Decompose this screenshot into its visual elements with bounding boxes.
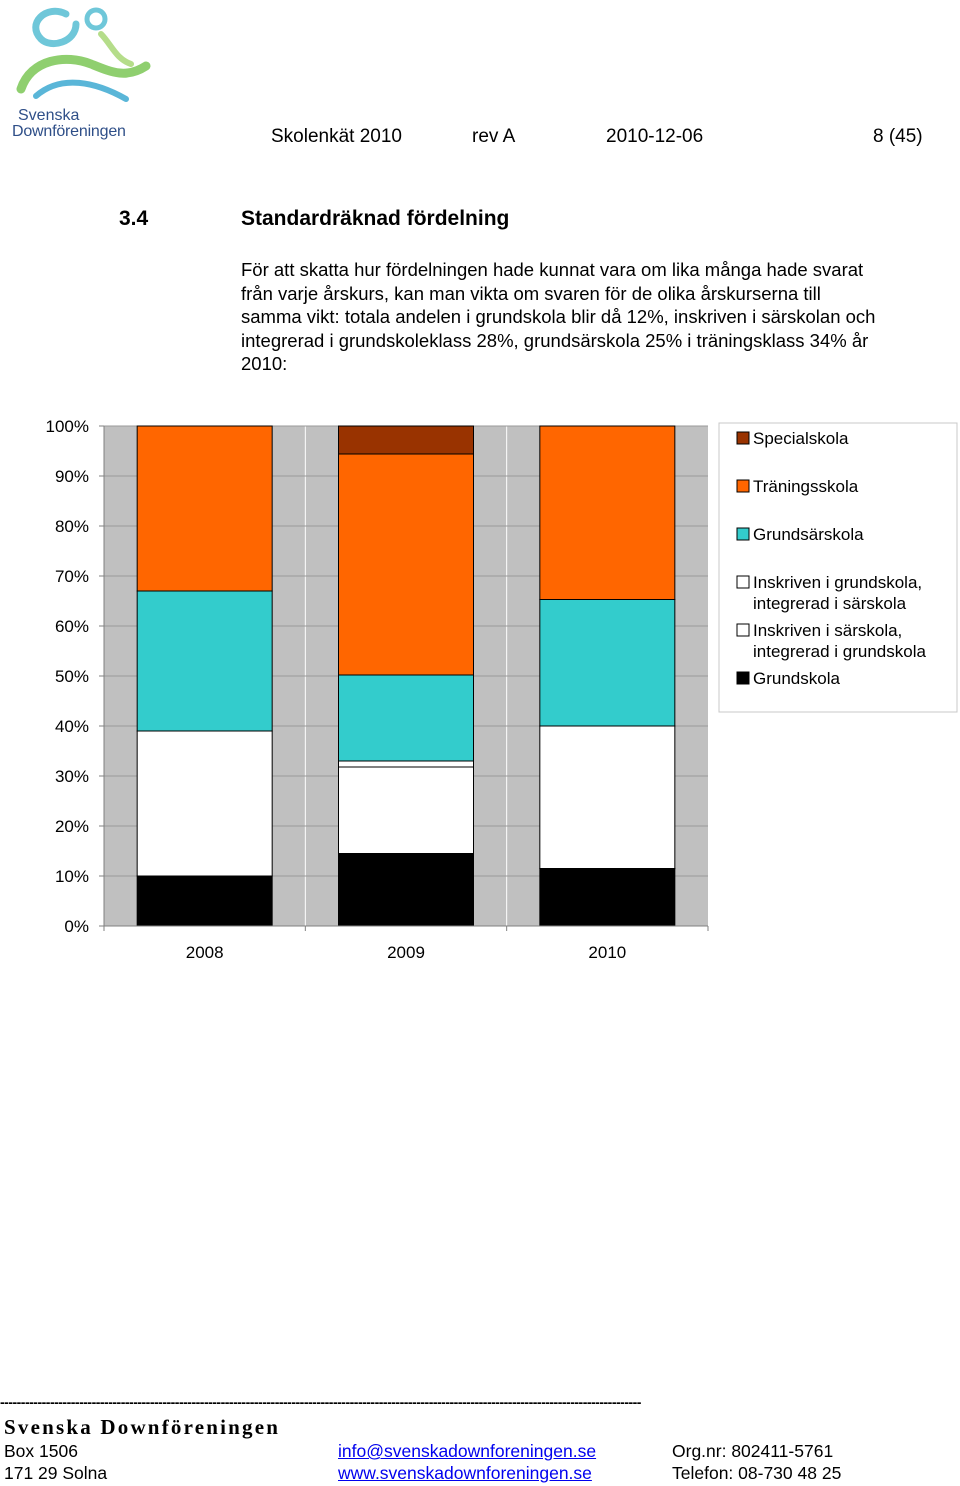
bar-segment	[137, 426, 272, 591]
logo-graphic	[6, 4, 156, 109]
y-tick-label: 20%	[54, 817, 89, 836]
bar-segment	[339, 761, 474, 767]
stacked-bar-chart	[30, 412, 960, 972]
y-tick-label: 90%	[54, 467, 89, 486]
bar-segment	[339, 854, 474, 927]
paragraph-line: från varje årskurs, kan man vikta om svaren för de olika årskurserna till	[241, 282, 821, 304]
footer-rule: ----------------------------------------------------------------------------------------------------------------------------------------------------------	[0, 1394, 641, 1410]
body-paragraph	[241, 258, 951, 376]
legend-label: Grundskola	[753, 669, 840, 688]
footer-address-box: Box 1506	[4, 1441, 78, 1461]
x-tick-label: 2010	[588, 943, 627, 962]
legend-swatch	[737, 480, 749, 492]
legend-swatch	[737, 432, 749, 444]
bar-segment	[540, 726, 675, 869]
bar-segment	[137, 876, 272, 926]
x-tick-label: 2009	[387, 943, 425, 962]
header-date: 2010-12-06	[606, 126, 704, 147]
y-tick-label: 30%	[54, 767, 89, 786]
footer-phone: Telefon: 08-730 48 25	[672, 1463, 842, 1483]
bar-segment	[137, 591, 272, 731]
y-tick-label: 70%	[54, 567, 89, 586]
bar-segment	[339, 767, 474, 854]
footer-website-link[interactable]: www.svenskadownforeningen.se	[338, 1463, 592, 1483]
logo-line2: Downföreningen	[12, 123, 126, 140]
paragraph-line: För att skatta hur fördelningen hade kunnat vara om lika många hade svarat	[241, 259, 864, 280]
y-tick-label: 80%	[54, 517, 89, 536]
y-tick-label: 10%	[54, 867, 89, 886]
paragraph-line: samma vikt: totala andelen i grundskola blir då 12%, inskriven i särskolan och	[241, 306, 876, 327]
bar-segment	[137, 731, 272, 876]
y-tick-label: 100%	[45, 417, 89, 436]
bar-segment	[339, 454, 474, 675]
section-number: 3.4	[119, 207, 149, 230]
legend-label: Inskriven i särskola,	[753, 621, 903, 640]
paragraph-line: integrerad i grundskoleklass 28%, grundsärskola 25% i träningsklass 34% år	[241, 329, 869, 351]
legend-label: Inskriven i grundskola,	[753, 573, 923, 592]
header-doc-title: Skolenkät 2010	[271, 126, 402, 147]
footer-org-name: Svenska Downföreningen	[4, 1415, 281, 1439]
legend-swatch	[737, 672, 749, 684]
footer-orgnr: Org.nr: 802411-5761	[672, 1441, 834, 1461]
legend-label-line2: integrerad i grundskola	[753, 642, 926, 661]
footer-address-city: 171 29 Solna	[4, 1463, 108, 1483]
header-revision: rev A	[472, 126, 516, 147]
legend-label: Träningsskola	[753, 477, 859, 496]
bar-segment	[339, 426, 474, 454]
section-title: Standardräknad fördelning	[241, 207, 510, 230]
legend-swatch	[737, 624, 749, 636]
bar-segment	[540, 426, 675, 600]
y-tick-label: 60%	[54, 617, 89, 636]
y-tick-label: 40%	[54, 717, 89, 736]
header-page-number: 8 (45)	[873, 126, 923, 147]
footer-email-link[interactable]: info@svenskadownforeningen.se	[338, 1441, 597, 1461]
bar-segment	[339, 675, 474, 761]
legend-label: Specialskola	[753, 429, 849, 448]
logo	[6, 4, 156, 144]
bar-segment	[540, 600, 675, 727]
paragraph-line: 2010:	[241, 353, 288, 374]
legend-label-line2: integrerad i särskola	[753, 594, 907, 613]
legend-label: Grundsärskola	[753, 525, 864, 544]
y-tick-label: 50%	[54, 667, 89, 686]
x-tick-label: 2008	[185, 943, 224, 962]
y-tick-label: 0%	[64, 917, 89, 936]
logo-line1: Svenska	[18, 107, 80, 124]
legend-swatch	[737, 576, 749, 588]
legend-swatch	[737, 528, 749, 540]
bar-segment	[540, 869, 675, 927]
